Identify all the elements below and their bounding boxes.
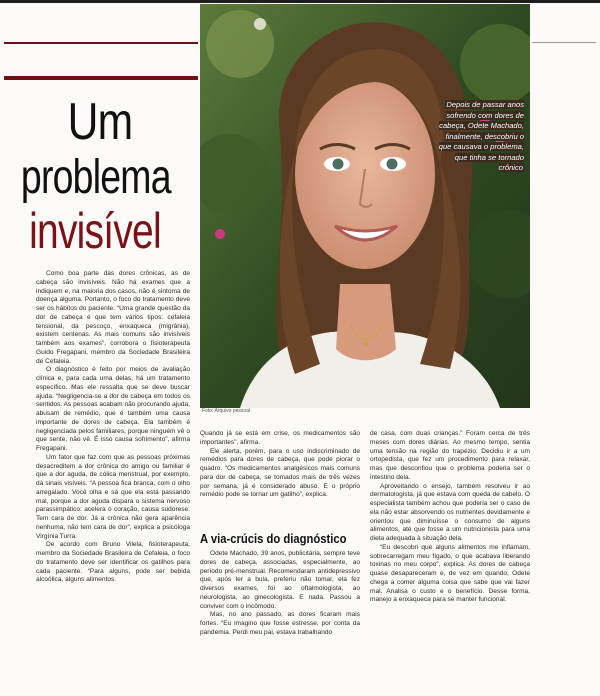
paragraph: Quando já se está em crise, os medicamentos são importantes”, afirma. xyxy=(200,430,360,446)
column-1 xyxy=(36,270,190,585)
headline-line-3: invisível xyxy=(29,203,161,259)
paragraph: de casa, com duas crianças.” Foram cerca de três meses com dores diárias. Ao mesmo tempo, sentia uma tensão na região do trapézio. Decidiu ir a um ortopedista, que fez um procedimento para relaxar, mas que desconfiou que o problema poderia ser o intestino dela. xyxy=(370,430,530,481)
portrait-photo xyxy=(200,4,530,408)
header-rule-right xyxy=(532,42,596,43)
column-2-continued xyxy=(200,550,360,638)
photo-credit: Foto: Arquivo pessoal xyxy=(202,408,251,414)
paragraph: Como boa parte das dores crônicas, as de cabeça são invisíveis. Não há exames que a indiquem e, na maioria dos casos, não é sintoma de doença alguma. Portanto, o foco do tratamento deve ser os hábitos do paciente. “Uma grande questão da dor de cabeça é que tem vários tipos: cefaleia tensional, da pescoço, enxaqueca (migrânia), existem centenas. As mais comuns são invisíveis também aos exames”, corrobora o fisioterapeuta Guido Fregapani, membro da Sociedade Brasileira de Cefaleia. xyxy=(36,270,190,365)
column-3 xyxy=(370,430,530,605)
header-rule-left xyxy=(4,42,198,44)
column-2 xyxy=(200,430,360,500)
paragraph: Mas, no ano passado, as dores ficaram mais fortes. “Eu imagino que fosse estresse, por conta da pandemia. Perdi meu pai, estava trabalhando xyxy=(200,611,360,636)
paragraph: Odete Machado, 39 anos, publicitária, sempre teve dores de cabeça, associadas, especialmente, ao período pré-menstrual. Recomendaram antidepressivo que, após ler a bula, preferiu não tomar, ela fez diversos exames, foi ao oftalmologista, ao neurologista, ao ginecologista. E nada. Passou a conviver com o incômodo. xyxy=(200,550,360,610)
paragraph: Um fator que faz com que as pessoas próximas desacreditem a dor crônica do amigo ou familiar é que a dor aguda, de cólica menstrual, por exemplo, dá sinais visíveis. “A pessoa fica branca, com o olho arregalado. Você olha e sá que ela está passando mal, porque a dor aguda dispara o sistema nervoso parassimpático: acelera o coração, causa sudorese. Tem cara de dor. Já a crônica não gera aparência nenhuma, não tem cara de dor”, explica a psicóloga Virgínia Turra. xyxy=(36,453,190,540)
section-subhead: A via-crúcis do diagnóstico xyxy=(200,532,347,546)
photo-caption: Depois de passar anos sofrendo com dores de cabeça, Odete Machado, finalmente, descobriu o que causava o problema, que tinha se tornado crônico xyxy=(438,100,524,172)
paragraph: “Eu descobri que alguns alimentos me inflamam, sobrecarregam meu fígado, o que acabava liberando toxinas no meu corpo”, explica. As dores de cabeça quase desapareceram e, de vez em quando, Odete chega a comer alguma coisa que sabe que vai fazer mal. Analisa o custo e o benefício. Desse forma, manejo a enxaqueca para se manter funcional. xyxy=(370,543,530,604)
paragraph: Aproveitando o ensejo, também resolveu ir ao dermatologista, já que estava com queda de cabelo. O especialista também achou que poderia ser o caso de ela não estar absorvendo os nutrientes devidamente e orientou que diminuísse o consumo de alguns alimentos, até que fosse a um nutricionista para uma dieta adequada à situação dela. xyxy=(370,482,530,542)
paragraph: O diagnóstico é feito por meios de avaliação clínica e, para cada uma delas, há um tratamento específico. Mas ele ressalta que se deve buscar ajuda. “Negligencia-se a dor de cabeça em todos os sentidos. As pessoas acabam não procurando ajuda, abusam de remédio, que é também uma causa importante de dores de cabeça. Ela também é negligenciada pelos familiares, porque ninguém vê o que sente, não vê. É isso causa sofrimento”, afirma Fregapani. xyxy=(36,366,190,452)
paragraph: Ele alerta, porém, para o uso indiscriminado de remédios para dores de cabeça, que pode piorar o quadro. “Os medicamentos analgésicos mais comuns para dor de cabeça, se tomados mais de três vezes por semana, já é considerado abuso. E o próprio remédio pode se tornar um gatilho”, explica. xyxy=(200,447,360,499)
paragraph: De acordo com Bruno Vilela, fisioterapeuta, membro da Sociedade Brasileira de Cefaleia, o foco do tratamento deve ser identificar os gatilhos para cada paciente. “Para alguns, pode ser bebida alcoólica, alguns alimentos. xyxy=(36,541,190,584)
headline-line-2: problema xyxy=(20,151,171,204)
top-border xyxy=(0,0,600,3)
title-rule xyxy=(4,76,198,80)
headline-line-1: Um xyxy=(67,93,133,151)
